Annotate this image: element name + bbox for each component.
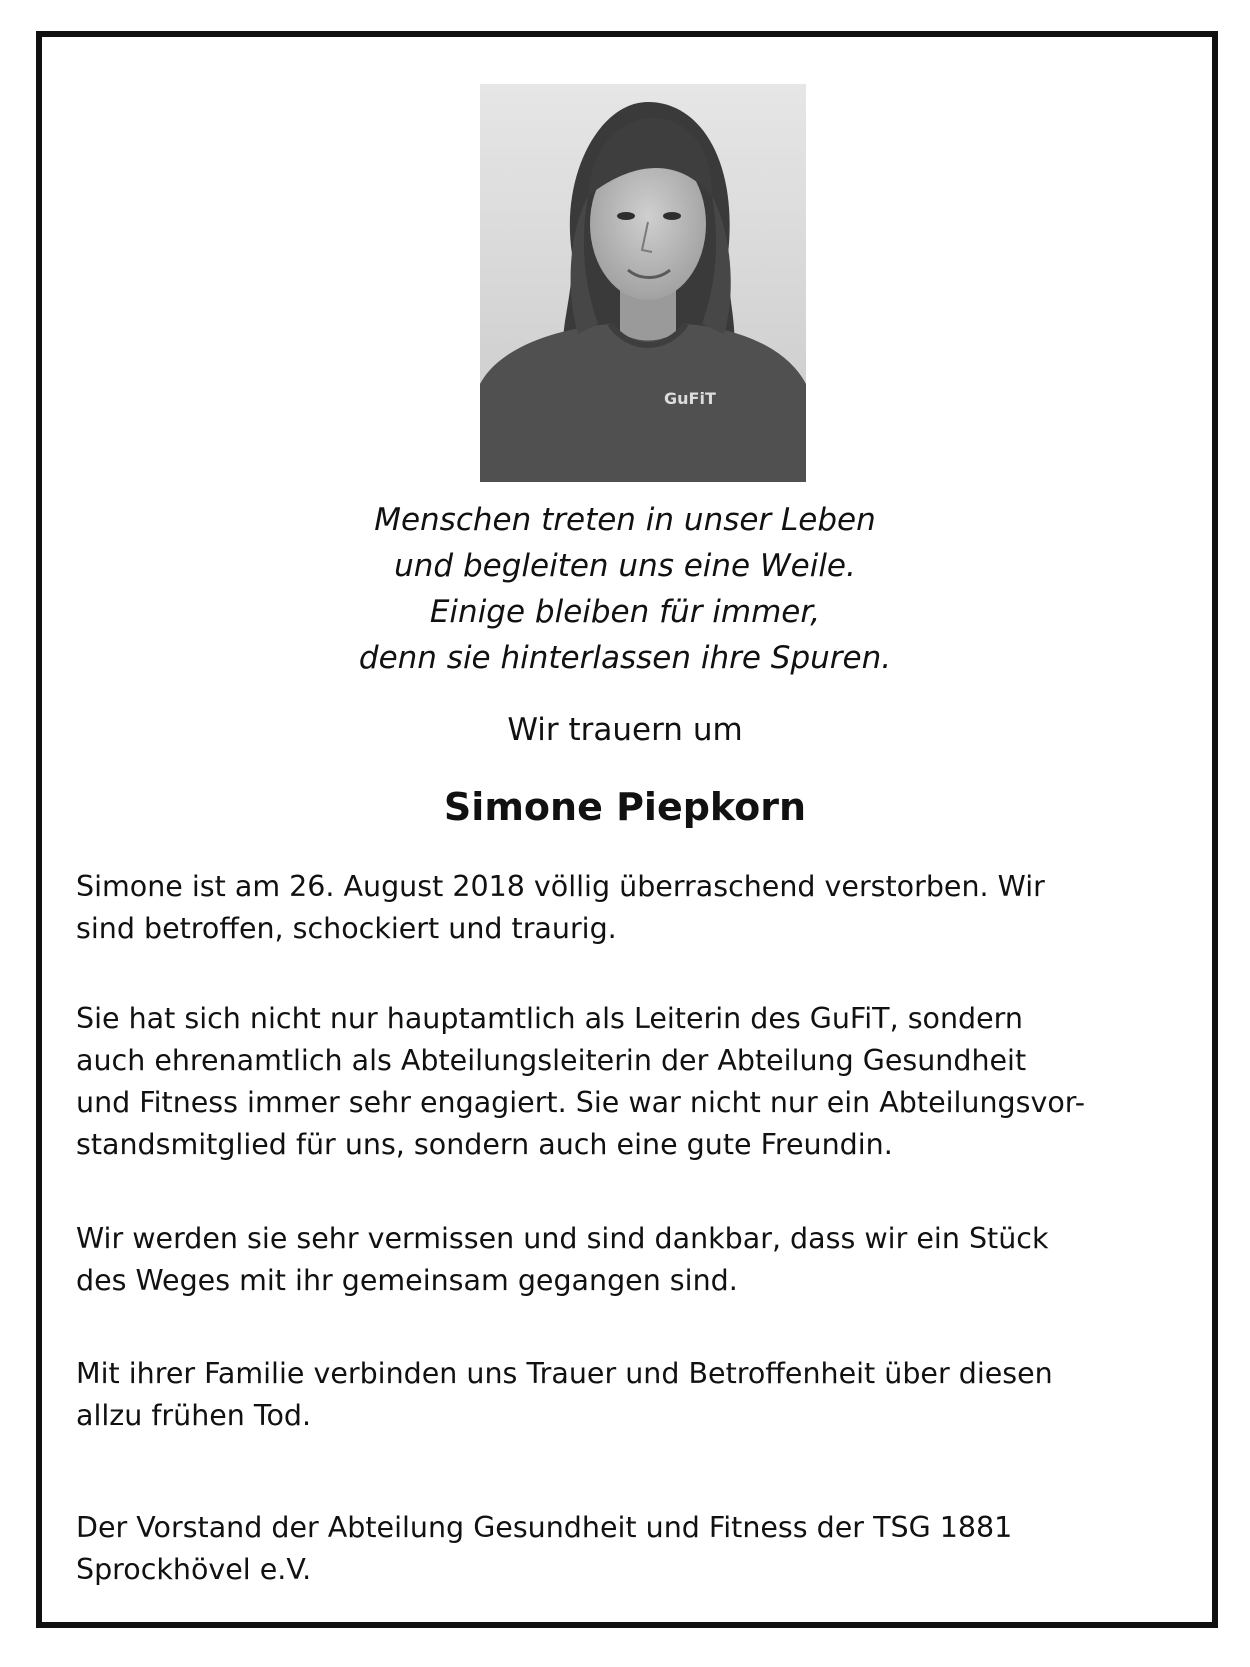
- poem: [0, 497, 1250, 681]
- text-line: Sprockhövel e.V.: [76, 1553, 312, 1586]
- paragraph-condolence: [76, 1353, 1186, 1437]
- text-line: und Fitness immer sehr engagiert. Sie war nicht nur ein Abteilungsvor-: [76, 1086, 1085, 1119]
- signature-organization: [76, 1507, 1186, 1591]
- mourning-intro: Wir trauern um: [507, 712, 743, 748]
- text-line: standsmitglied für uns, sondern auch eine gute Freundin.: [76, 1128, 893, 1161]
- poem-line: und begleiten uns eine Weile.: [394, 548, 856, 584]
- poem-line: Einige bleiben für immer,: [429, 594, 821, 630]
- deceased-name: Simone Piepkorn: [443, 785, 807, 829]
- portrait-photo: [480, 84, 806, 482]
- paragraph-death-notice: [76, 866, 1186, 950]
- paragraph-gratitude: [76, 1218, 1186, 1302]
- text-line: Der Vorstand der Abteilung Gesundheit und Fitness der TSG 1881: [76, 1511, 1013, 1544]
- poem-line: Menschen treten in unser Leben: [374, 502, 876, 538]
- shirt-logo: GuFiT: [664, 389, 716, 408]
- text-line: des Weges mit ihr gemeinsam gegangen sind.: [76, 1264, 738, 1297]
- text-line: allzu frühen Tod.: [76, 1399, 312, 1432]
- text-line: sind betroffen, schockiert und traurig.: [76, 912, 617, 945]
- paragraph-tribute: [76, 998, 1186, 1166]
- poem-line: denn sie hinterlassen ihre Spuren.: [358, 640, 892, 676]
- text-line: auch ehrenamtlich als Abteilungsleiterin der Abteilung Gesundheit: [76, 1044, 1027, 1077]
- text-line: Wir werden sie sehr vermissen und sind dankbar, dass wir ein Stück: [76, 1222, 1049, 1255]
- text-line: Mit ihrer Familie verbinden uns Trauer und Betroffenheit über diesen: [76, 1357, 1053, 1390]
- text-line: Simone ist am 26. August 2018 völlig überraschend verstorben. Wir: [76, 870, 1045, 903]
- text-line: Sie hat sich nicht nur hauptamtlich als Leiterin des GuFiT, sondern: [76, 1002, 1023, 1035]
